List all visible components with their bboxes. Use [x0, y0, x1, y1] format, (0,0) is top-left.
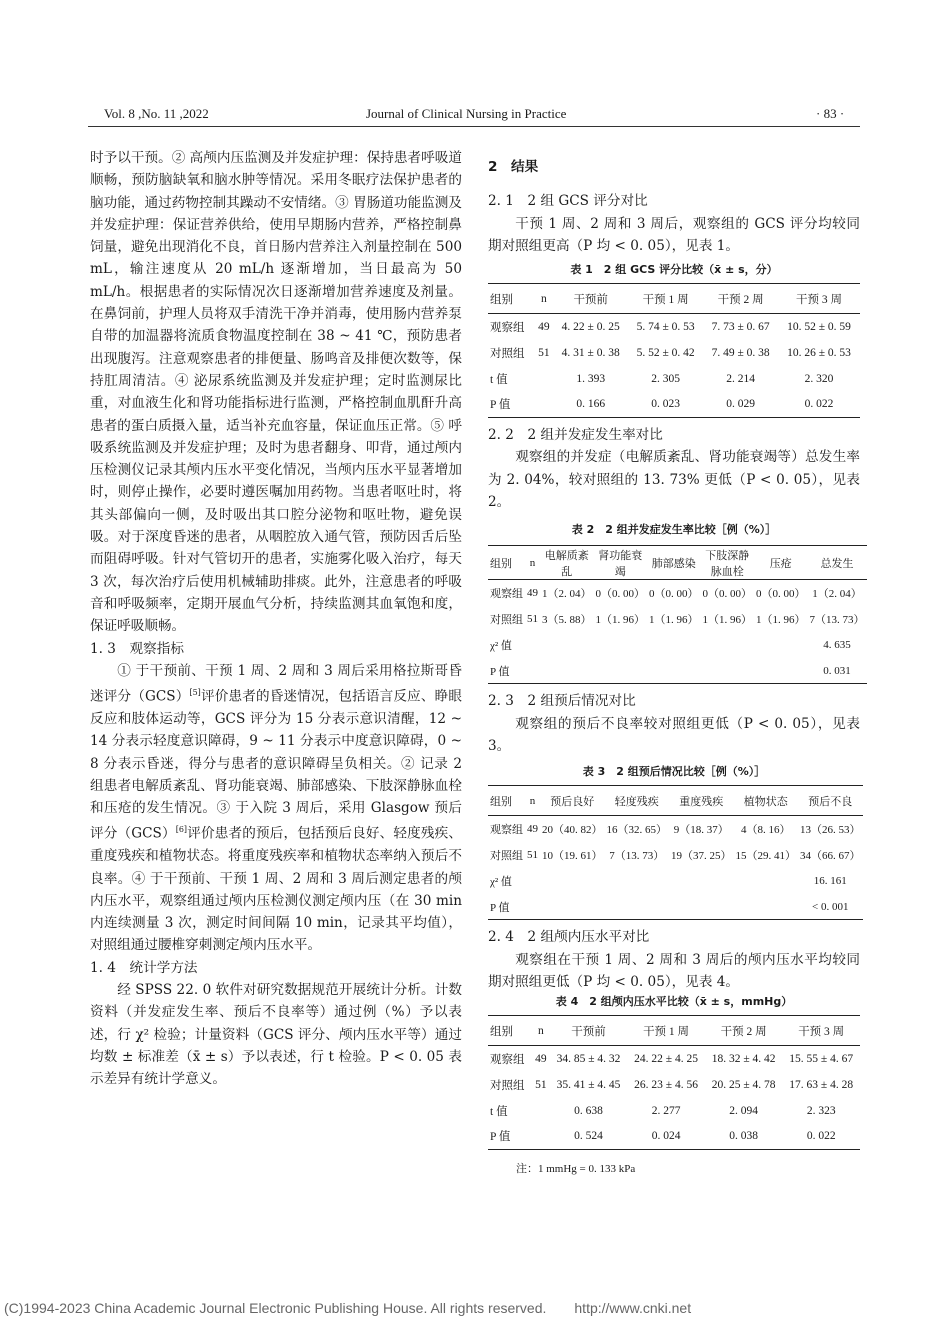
- column-header: 干预 2 周: [703, 284, 778, 314]
- column-header: 肾功能衰竭: [594, 546, 648, 580]
- table-cell: 0. 166: [553, 392, 628, 418]
- table-cell: 9（18. 37）: [673, 824, 729, 837]
- table-cell: [669, 868, 734, 894]
- table-row: [488, 1046, 860, 1072]
- table-cell: 7. 49 ± 0. 38: [711, 346, 770, 359]
- column-header: 干预 1 周: [628, 284, 703, 314]
- table-caption: 表 4 2 组颅内压水平比较（x̄ ± s，mmHg）: [555, 995, 793, 1009]
- table-row: [488, 658, 867, 684]
- table-row: [488, 868, 863, 894]
- table-cell: 34. 85 ± 4. 32: [556, 1052, 621, 1065]
- table-cell: 0（0. 00）: [756, 588, 806, 601]
- table-cell: 16. 161: [813, 874, 847, 887]
- column-header: n: [535, 284, 554, 314]
- table-cell: 0. 038: [705, 1124, 783, 1150]
- table-cell: 10. 52 ± 0. 59: [787, 320, 851, 333]
- table-cell: 5. 74 ± 0. 53: [636, 320, 695, 333]
- table-cell: [594, 632, 648, 658]
- table-row: [488, 816, 863, 842]
- table-cell: 对照组: [490, 1079, 525, 1092]
- column-header: 下肢深静脉血栓: [701, 546, 755, 580]
- table-cell: [532, 1124, 550, 1150]
- table-cell: 0（0. 00）: [595, 588, 645, 601]
- table-cell: [540, 894, 605, 920]
- column-header: 干预 1 周: [627, 1016, 705, 1046]
- table-cell: 24. 22 ± 4. 25: [634, 1052, 698, 1065]
- table-cell: [734, 894, 799, 920]
- table-cell: 26. 23 ± 4. 56: [634, 1078, 698, 1091]
- table-cell: [525, 632, 540, 658]
- table-cell: 7（13. 73）: [809, 613, 865, 626]
- table-row: [488, 1124, 860, 1150]
- table-cell: [540, 632, 594, 658]
- table-cell: 2. 277: [651, 1104, 681, 1117]
- column-header: 干预前: [550, 1016, 628, 1046]
- table-cell: 49: [538, 320, 550, 333]
- column-header: 干预 3 周: [782, 1016, 860, 1046]
- left-column: [90, 147, 462, 1091]
- gcs-score-table: [488, 283, 860, 418]
- table-cell: [701, 632, 755, 658]
- column-header: 总发生: [808, 546, 867, 580]
- table-cell: 对照组: [490, 849, 523, 862]
- table-cell: t 值: [490, 373, 508, 386]
- column-header: 预后良好: [540, 786, 605, 816]
- icp-table: [488, 1015, 860, 1150]
- table-cell: 2. 214: [726, 372, 755, 385]
- copyright-footer: (C)1994-2023 China Academic Journal Electronic Publishing House. All rights reserved. http://www.cnki.net: [4, 1300, 692, 1316]
- column-header: 组别: [488, 546, 525, 580]
- table-cell: 对照组: [490, 347, 525, 360]
- column-header: 轻度残疾: [605, 786, 670, 816]
- table-row: [488, 842, 863, 868]
- table-cell: 51: [527, 848, 538, 861]
- table-cell: 0（0. 00）: [649, 588, 699, 601]
- table-row: [488, 314, 860, 340]
- table-cell: 1（1. 96）: [756, 613, 806, 626]
- table-cell: 35. 41 ± 4. 45: [556, 1078, 621, 1091]
- table-cell: 1（1. 96）: [595, 613, 645, 626]
- header-page: · 83 ·: [816, 106, 845, 121]
- column-header: 干预 2 周: [705, 1016, 783, 1046]
- table-cell: 2. 320: [804, 372, 834, 385]
- column-header: 组别: [488, 1016, 532, 1046]
- body-paragraph: 观察组的并发症（电解质紊乱、肾功能衰竭等）总发生率为 2. 04%，较对照组的 13. 73% 更低（P < 0. 05），见表 2。: [488, 449, 860, 511]
- column-header: 电解质紊乱: [540, 546, 594, 580]
- body-paragraph: ① 于干预前、干预 1 周、2 周和 3 周后采用格拉斯哥昏迷评分（GCS）[5]评价患者的昏迷情况，包括语言反应、睁眼反应和肢体运动等，GCS 评分为 15 分表示意识清醒，12 ~ 14 分表示轻度意识障碍，9 ~ 11 分表示中度意识障碍，0 ~ 8 分表示昏迷，得分与患者的意识障碍呈负相关。② 记录 2 组患者电解质紊乱、肾功能衰竭、肺部感染、下肢深静脉血栓和压疮的发生情况。③ 于入院 3 周后，采用 Glasgow 预后评分（GCS）[6]评价患者的预后，包括预后良好、轻度残疾、重度残疾和植物状态。将重度残疾率和植物状态率纳入预后不良率。④ 于干预前、干预 1 周、2 周和 3 周后测定患者的颅内压水平，观察组通过颅内压检测仪测定颅内压（在 30 min 内连续测量 3 次，测定时间间隔 10 min，记录其平均值），对照组通过腰椎穿刺测定颅内压水平。: [90, 662, 463, 954]
- table-cell: 15（29. 41）: [735, 849, 796, 862]
- table-cell: [525, 868, 540, 894]
- table-cell: 7（13. 73）: [609, 849, 665, 862]
- table-note: 注：1 mmHg = 0. 133 kPa: [516, 1163, 636, 1176]
- table-row: [488, 1098, 860, 1124]
- column-header: n: [525, 786, 540, 816]
- table-cell: 0. 022: [782, 1124, 860, 1150]
- table-cell: [532, 1098, 550, 1124]
- table-cell: 15. 55 ± 4. 67: [789, 1052, 854, 1065]
- table-cell: 2. 094: [729, 1104, 758, 1117]
- section-title: 2. 1 2 组 GCS 评分对比: [488, 193, 648, 210]
- table-cell: 0. 524: [550, 1124, 628, 1150]
- body-paragraph: 干预 1 周、2 周和 3 周后，观察组的 GCS 评分均较同期对照组更高（P 均 < 0. 05），见表 1。: [488, 215, 860, 254]
- table-cell: 0. 024: [627, 1124, 705, 1150]
- table-cell: 0. 638: [574, 1104, 603, 1117]
- column-header: 压疮: [754, 546, 808, 580]
- section-title: 1. 3 观察指标: [90, 640, 184, 657]
- table-cell: 4. 31 ± 0. 38: [561, 346, 620, 359]
- table-cell: P 值: [488, 1124, 532, 1150]
- table-cell: 1（2. 04）: [812, 588, 862, 601]
- citation: [6]: [175, 825, 188, 835]
- table-cell: [734, 868, 799, 894]
- table-cell: 3（5. 88）: [542, 613, 592, 626]
- prognosis-table: [488, 785, 863, 920]
- column-header: n: [525, 546, 540, 580]
- table-cell: [535, 366, 554, 392]
- table-cell: 10. 26 ± 0. 53: [787, 346, 851, 359]
- table-cell: 16（32. 65）: [606, 824, 667, 837]
- table-cell: 5. 52 ± 0. 42: [636, 346, 695, 359]
- section-title: 2. 2 2 组并发症发生率对比: [488, 427, 663, 444]
- table-cell: 34（66. 67）: [800, 849, 861, 862]
- citation: [5]: [189, 688, 201, 698]
- column-header: 组别: [488, 284, 535, 314]
- table-cell: 10（19. 61）: [542, 849, 603, 862]
- body-paragraph: 时予以干预。② 高颅内压监测及并发症护理：保持患者呼吸道顺畅，预防脑缺氧和脑水肿等情况。采用冬眠疗法保护患者的脑功能，通过药物控制其躁动不安情绪。③ 胃肠道功能监测及并发症护理：保证营养供给，使用早期肠内营养，严格控制鼻饲量，避免出现消化不良，首日肠内营养注入剂量控制在 500 mL，输注速度从 20 mL/h 逐渐增加，当日最高为 50 mL/h。根据患者的实际情况次日逐渐增加营养速度及剂量。在鼻饲前，护理人员将双手清洗干净并消毒，使用肠内营养泵自带的加温器将流质食物温度控制在 38 ~ 41 ℃，预防患者出现腹泻。注意观察患者的排便量、肠鸣音及排便次数等，保持肛周清洁。④ 泌尿系统监测及并发症护理；定时监测尿比重，对血液生化和肾功能指标进行监测，严格控制血肌酐升高患者的蛋白质摄入量，适当补充血容量，保证血压正常。⑤ 呼吸系统监测及并发症护理；及时为患者翻身、叩背，通过颅内压检测仪记录其颅内压水平变化情况，当颅内压水平显著增加时，则停止操作，必要时遵医嘱加用药物。当患者呕吐时，将其头部偏向一侧，及时吸出其口腔分泌物和呕吐物，避免误吸。对于深度昏迷的患者，从咽腔放入通气管，预防因舌后坠而阻碍呼吸。针对气管切开的患者，实施雾化吸入治疗，每天 3 次，每次治疗后使用机械辅助排痰。此外，注意患者的呼吸音和呼吸频率，定期开展血气分析，持续监测其血氧饱和度，保证呼吸顺畅。: [90, 150, 462, 635]
- table-row: [488, 606, 867, 632]
- header-journal: Journal of Clinical Nursing in Practice: [366, 106, 567, 121]
- table-cell: [605, 868, 670, 894]
- table-cell: P 值: [488, 894, 525, 920]
- header-rule: [88, 126, 860, 127]
- section-title: 1. 4 统计学方法: [90, 959, 198, 976]
- table-cell: t 值: [490, 1105, 508, 1118]
- complication-table: [488, 545, 867, 684]
- table-cell: [754, 632, 808, 658]
- table-cell: [647, 658, 701, 684]
- table-cell: 1（1. 96）: [649, 613, 699, 626]
- table-cell: P 值: [488, 392, 535, 418]
- table-cell: [535, 392, 554, 418]
- table-cell: 13（26. 53）: [800, 824, 861, 837]
- table-caption: 表 3 2 组预后情况比较［例（%）］: [582, 765, 766, 779]
- table-cell: 0. 029: [703, 392, 778, 418]
- table-cell: 0. 023: [628, 392, 703, 418]
- section-title: 2 结果: [488, 159, 539, 175]
- table-cell: 20（40. 82）: [542, 824, 603, 837]
- table-cell: [540, 868, 605, 894]
- table-cell: 2. 323: [806, 1104, 836, 1117]
- table-cell: 观察组: [490, 824, 523, 837]
- body-paragraph: 观察组的预后不良率较对照组更低（P < 0. 05），见表 3。: [488, 715, 860, 754]
- table-cell: 7. 73 ± 0. 67: [711, 320, 770, 333]
- column-header: 干预 3 周: [778, 284, 860, 314]
- table-caption: 表 2 2 组并发症发生率比较［例（%）］: [571, 523, 777, 537]
- table-cell: < 0. 001: [798, 894, 863, 920]
- table-cell: 4. 635: [823, 638, 851, 651]
- table-cell: 0（0. 00）: [702, 588, 752, 601]
- table-cell: [754, 658, 808, 684]
- table-cell: 观察组: [490, 1053, 525, 1066]
- section-title: 2. 4 2 组颅内压水平对比: [488, 929, 650, 946]
- table-row: [488, 392, 860, 418]
- table-cell: 0. 022: [778, 392, 860, 418]
- table-cell: 1（1. 96）: [702, 613, 752, 626]
- table-cell: 51: [535, 1078, 547, 1091]
- table-cell: 20. 25 ± 4. 78: [711, 1078, 776, 1091]
- table-row: [488, 366, 860, 392]
- column-header: n: [532, 1016, 550, 1046]
- right-column: [488, 156, 865, 1176]
- table-cell: [605, 894, 670, 920]
- table-cell: 观察组: [490, 588, 523, 601]
- table-row: [488, 632, 867, 658]
- table-cell: χ² 值: [490, 875, 512, 888]
- table-cell: 17. 63 ± 4. 28: [789, 1078, 854, 1091]
- table-cell: 4. 22 ± 0. 25: [561, 320, 620, 333]
- column-header: 预后不良: [798, 786, 863, 816]
- table-cell: 49: [535, 1052, 547, 1065]
- table-cell: 51: [538, 346, 550, 359]
- table-cell: 49: [527, 587, 538, 600]
- table-cell: [525, 894, 540, 920]
- table-cell: 观察组: [490, 321, 525, 334]
- table-cell: [647, 632, 701, 658]
- column-header: 植物状态: [734, 786, 799, 816]
- table-cell: χ² 值: [490, 639, 512, 652]
- table-cell: 51: [527, 612, 538, 625]
- column-header: 肺部感染: [647, 546, 701, 580]
- header-volume: Vol. 8 ,No. 11 ,2022: [104, 106, 209, 121]
- table-cell: [540, 658, 594, 684]
- table-cell: P 值: [488, 658, 525, 684]
- table-row: [488, 580, 867, 606]
- section-title: 2. 3 2 组预后情况对比: [488, 693, 636, 710]
- table-cell: [701, 658, 755, 684]
- table-row: [488, 1072, 860, 1098]
- body-paragraph: 经 SPSS 22. 0 软件对研究数据规范开展统计分析。计数资料（并发症发生率、预后不良率等）通过例（%）予以表述，行 χ² 检验；计量资料（GCS 评分、颅内压水平等）通过均数 ± 标准差（x̄ ± s）予以表述，行 t 检验。P < 0. 05 表示差异有统计学意义。: [90, 982, 462, 1088]
- table-cell: 对照组: [490, 613, 523, 626]
- column-header: 组别: [488, 786, 525, 816]
- table-cell: 19（37. 25）: [671, 849, 732, 862]
- column-header: 干预前: [553, 284, 628, 314]
- table-cell: [525, 658, 540, 684]
- table-cell: 2. 305: [651, 372, 681, 385]
- table-cell: 4（8. 16）: [741, 824, 791, 837]
- table-row: [488, 340, 860, 366]
- table-cell: 49: [527, 823, 538, 836]
- table-caption: 表 1 2 组 GCS 评分比较（x̄ ± s，分）: [570, 263, 778, 277]
- table-cell: [669, 894, 734, 920]
- table-cell: 0. 031: [808, 658, 867, 684]
- table-cell: [594, 658, 648, 684]
- table-row: [488, 894, 863, 920]
- body-paragraph: 观察组在干预 1 周、2 周和 3 周后的颅内压水平均较同期对照组更低（P 均 < 0. 05），见表 4。: [488, 951, 860, 990]
- table-cell: 1（2. 04）: [542, 588, 592, 601]
- table-cell: 18. 32 ± 4. 42: [711, 1052, 776, 1065]
- table-cell: 1. 393: [576, 372, 606, 385]
- column-header: 重度残疾: [669, 786, 734, 816]
